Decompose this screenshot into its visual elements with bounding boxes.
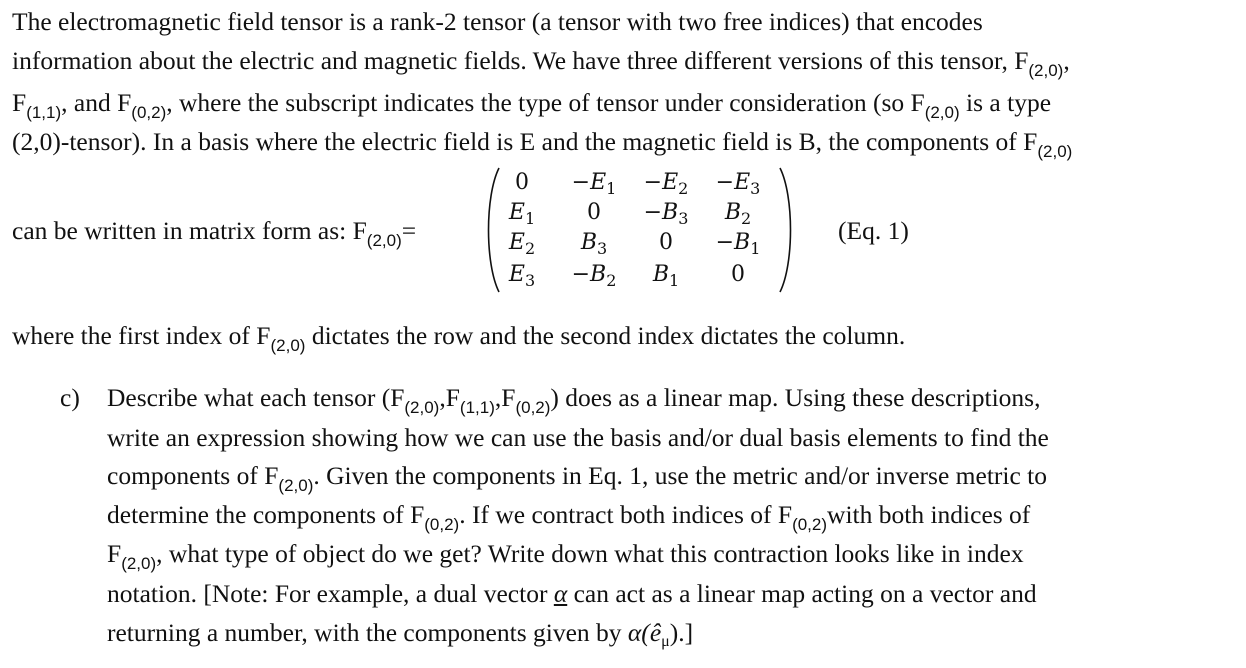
tensor-symbol: F <box>501 383 516 412</box>
part-c-line-1 <box>107 383 1041 417</box>
subscript: (0,2) <box>515 398 551 417</box>
text: can be written in matrix form as: F <box>12 216 367 245</box>
text: where the first index of F <box>12 321 271 350</box>
text: . Given the components in Eq. 1, use the metric and/or inverse metric to <box>313 461 1048 490</box>
part-c-line-2 <box>107 425 1049 451</box>
subscript: (2,0) <box>1028 61 1064 80</box>
matrix-cell: $B_1$ <box>652 262 680 290</box>
text: can act as a linear map acting on a vector and <box>567 579 1037 608</box>
tensor-symbol: F <box>445 383 460 412</box>
subscript: (2,0) <box>278 476 314 495</box>
subscript: (2,0) <box>366 231 402 250</box>
intro-line-5 <box>12 216 417 250</box>
text: components of F <box>107 461 279 490</box>
text: returning a number, with the components given by <box>107 618 628 647</box>
intro-line-2 <box>12 46 1070 80</box>
text: , where the subscript indicates the type of tensor under consideration (so F <box>166 88 925 117</box>
part-c-line-3 <box>107 461 1048 495</box>
text: notation. [Note: For example, a dual vector <box>107 579 554 608</box>
intro-line-4 <box>12 127 1073 161</box>
subscript: (1,1) <box>459 398 495 417</box>
tensor-symbol: F <box>107 539 122 568</box>
text: , <box>494 383 502 412</box>
subscript: (2,0) <box>924 103 960 122</box>
matrix-cell: $-E_3$ <box>715 170 761 198</box>
text: ).] <box>669 618 694 647</box>
text: ) does as a linear map. Using these descriptions, <box>550 383 1041 412</box>
matrix-cell: 0 <box>731 262 745 287</box>
text: , <box>1063 46 1070 75</box>
matrix-cell: 0 <box>587 200 601 225</box>
intro-line-6 <box>12 321 906 355</box>
matrix-cell: $-B_2$ <box>571 262 617 290</box>
tensor-symbol: F <box>12 88 27 117</box>
subscript: (2,0) <box>1037 142 1073 161</box>
text: is a type <box>959 88 1052 117</box>
index-mu: μ <box>661 633 670 650</box>
matrix-cell: $-E_1$ <box>571 170 617 198</box>
matrix-cell: $E_3$ <box>508 262 536 290</box>
part-c-line-4 <box>107 500 1031 534</box>
dual-vector-alpha: α <box>553 579 568 608</box>
text: Describe what each tensor (F <box>107 383 405 412</box>
text: dictates the row and the second index dictates the column. <box>305 321 906 350</box>
matrix-cell: $-E_2$ <box>643 170 689 198</box>
text: , what type of object do we get? Write down what this contraction looks like in index <box>156 539 1024 568</box>
equals-sign: = <box>401 216 417 245</box>
matrix-cell: $B_3$ <box>580 230 608 258</box>
matrix-cell: $-B_1$ <box>715 230 761 258</box>
subscript: (2,0) <box>121 554 157 573</box>
part-c-line-5 <box>107 539 1024 573</box>
math-expression: α( <box>627 618 650 647</box>
matrix-cell: 0 <box>515 170 529 195</box>
text: . If we contract both indices of F <box>459 500 793 529</box>
subscript: (0,2) <box>424 515 460 534</box>
subscript: (2,0) <box>270 336 306 355</box>
text: with both indices of <box>827 500 1031 529</box>
right-parenthesis <box>777 166 797 294</box>
intro-line-1 <box>12 9 983 35</box>
text: information about the electric and magnetic fields. We have three different versions of this tensor, F <box>12 46 1029 75</box>
equation-label: (Eq. 1) <box>838 216 909 245</box>
basis-vector-symbol: ê <box>649 618 662 647</box>
text: , and F <box>61 88 132 117</box>
matrix-cell: $E_1$ <box>508 200 536 228</box>
text: , <box>439 383 446 412</box>
matrix-cell: $-B_3$ <box>643 200 689 228</box>
intro-line-3 <box>12 88 1052 122</box>
text: write an expression showing how we can use the basis and/or dual basis elements to find the <box>107 423 1049 452</box>
matrix-cell: $E_2$ <box>508 230 536 258</box>
field-tensor-matrix <box>482 166 797 294</box>
subscript: (0,2) <box>792 515 828 534</box>
part-c-line-7 <box>107 618 694 650</box>
text: (2,0)-tensor). In a basis where the electric field is E and the magnetic field is B, the components of F <box>12 127 1038 156</box>
matrix-cell: $B_2$ <box>724 200 752 228</box>
part-c-label: c) <box>60 383 80 412</box>
subscript: (1,1) <box>26 103 62 122</box>
part-c-line-6 <box>107 581 1037 607</box>
subscript: (0,2) <box>131 103 167 122</box>
subscript: (2,0) <box>404 398 440 417</box>
text: determine the components of F <box>107 500 425 529</box>
matrix-cell: 0 <box>659 230 673 255</box>
text: The electromagnetic field tensor is a rank-2 tensor (a tensor with two free indices) that encodes <box>12 7 983 36</box>
